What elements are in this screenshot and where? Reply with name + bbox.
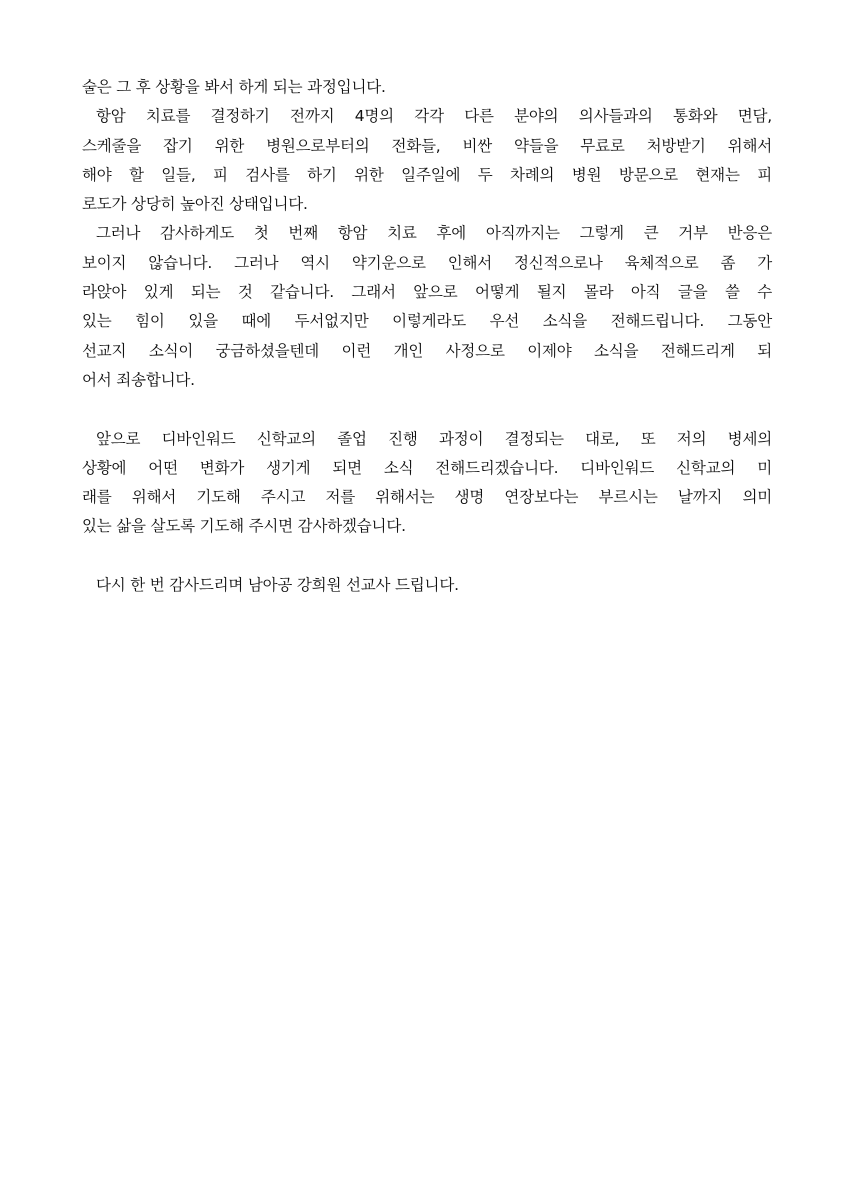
text-line: 앞으로 디바인워드 신학교의 졸업 진행 과정이 결정되는 대로, 또 저의 병세의 xyxy=(96,429,772,448)
text-line: 술은 그 후 상황을 봐서 하게 되는 과정입니다. xyxy=(82,78,386,96)
text-line: 스케줄을 잡기 위한 병원으로부터의 전화들, 비싼 약들을 무료로 처방받기 위해서 xyxy=(82,136,772,155)
text-line: 그러나 감사하게도 첫 번째 항암 치료 후에 아직까지는 그렇게 큰 거부 반응은 xyxy=(96,224,772,243)
text-line: 상황에 어떤 변화가 생기게 되면 소식 전해드리겠습니다. 디바인워드 신학교의 미 xyxy=(82,458,772,477)
text-line: 있는 삶을 살도록 기도해 주시면 감사하겠습니다. xyxy=(82,517,406,536)
text-line: 보이지 않습니다. 그러나 역시 약기운으로 인해서 정신적으로나 육체적으로 좀 가 xyxy=(82,253,772,272)
text-line: 래를 위해서 기도해 주시고 저를 위해서는 생명 연장보다는 부르시는 날까지 의미 xyxy=(82,488,772,507)
text-line: 해야 할 일들, 피 검사를 하기 위한 일주일에 두 차례의 병원 방문으로 현재는 피 xyxy=(82,165,772,184)
letter-body xyxy=(82,73,772,600)
text-line: 있는 힘이 있을 때에 두서없지만 이렇게라도 우선 소식을 전해드립니다. 그동안 xyxy=(82,312,772,331)
text-line: 선교지 소식이 궁금하셨을텐데 이런 개인 사정으로 이제야 소식을 전해드리게 되 xyxy=(82,341,772,360)
paragraph-gap xyxy=(82,542,772,571)
text-line: 항암 치료를 결정하기 전까지 4명의 각각 다른 분야의 의사들과의 통화와 면담, xyxy=(96,107,772,126)
signature-line: 다시 한 번 감사드리며 남아공 강희원 선교사 드립니다. xyxy=(96,576,459,595)
text-line: 라앉아 있게 되는 것 같습니다. 그래서 앞으로 어떻게 될지 몰라 아직 글을 쓸 수 xyxy=(82,283,772,302)
text-line: 로도가 상당히 높아진 상태입니다. xyxy=(82,195,308,214)
text-line: 어서 죄송합니다. xyxy=(82,370,195,389)
paragraph-gap xyxy=(82,395,772,424)
